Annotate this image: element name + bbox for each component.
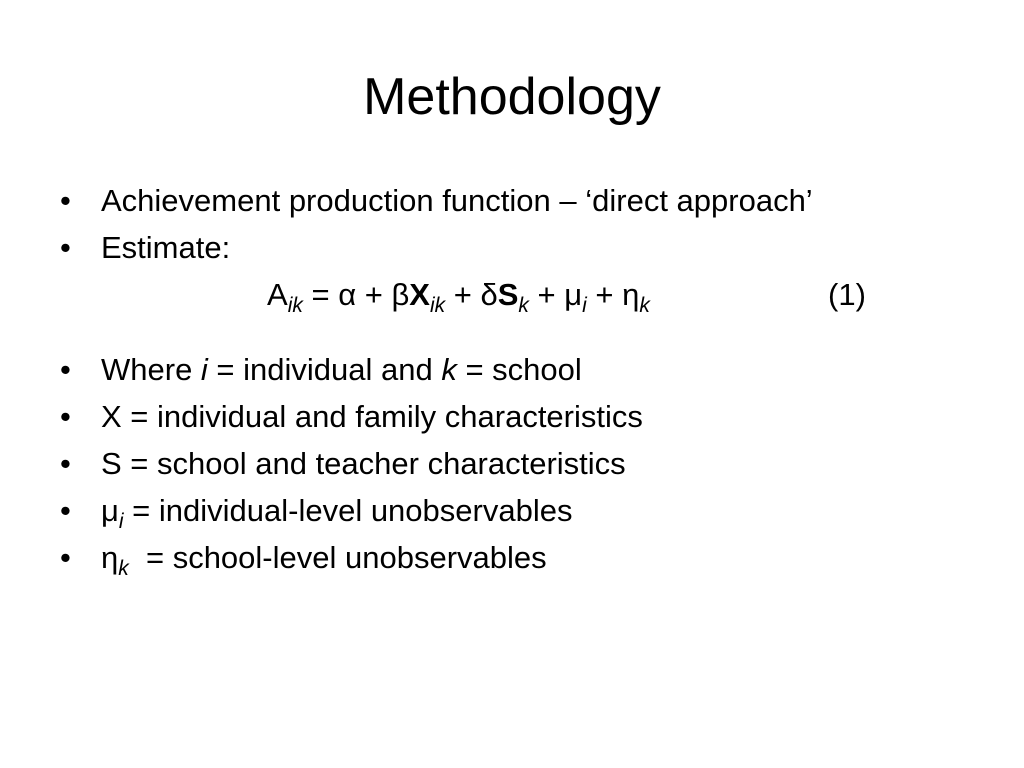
eq-term-delta: + δ [445,277,498,312]
bullet-text [101,352,582,387]
equation-number: (1) [828,277,866,312]
slide-content [56,180,986,584]
eq-sub-k: k [518,294,529,317]
slide-title: Methodology [363,68,661,126]
eq-term-alpha-beta: = α + β [302,277,410,312]
bullet-mu-def [56,490,986,537]
bullet-where [56,349,986,396]
eta-sub: k [118,557,129,580]
mu-text: = individual-level unobservables [123,493,573,528]
bullet-dot: • [60,540,71,575]
eq-term-S: S [497,277,519,312]
eq-term-mu: + μ [528,277,583,312]
bullet-text: S = school and teacher characteristics [101,446,626,481]
eta-symbol: η [101,540,119,575]
eq-sub-i: i [582,294,587,317]
bullet-x-def [56,396,986,443]
bullet-text: Achievement production function – ‘direct approach’ [101,183,813,218]
eq-term-A: A [267,277,288,312]
bullet-estimate [56,227,986,274]
spacer [56,316,986,349]
mu-symbol: μ [101,493,119,528]
bullet-dot: • [60,399,71,434]
bullet-text: Estimate: [101,230,231,265]
bullet-achievement [56,180,986,227]
bullet-dot: • [60,183,71,218]
bullet-text [101,493,573,533]
mu-sub: i [118,510,124,533]
eq-term-eta: + η [586,277,640,312]
bullet-eta-def [56,537,986,584]
bullet-s-def [56,443,986,490]
bullet-text [101,540,547,580]
eq-sub-ik: ik [429,294,446,317]
bullet-dot: • [60,352,71,387]
equation-line [56,274,986,316]
where-k: k [441,352,457,387]
where-mid: = individual and [207,352,442,387]
bullet-dot: • [60,493,71,528]
where-post: = school [456,352,582,387]
eq-sub-ik: ik [287,294,303,317]
bullet-dot: • [60,230,71,265]
where-i: i [200,352,208,387]
where-pre: Where [101,352,201,387]
eq-sub-k: k [639,294,650,317]
eq-term-X: X [409,277,430,312]
equation [267,274,650,316]
bullet-text: X = individual and family characteristics [101,399,643,434]
eta-text: = school-level unobservables [128,540,547,575]
bullet-dot: • [60,446,71,481]
